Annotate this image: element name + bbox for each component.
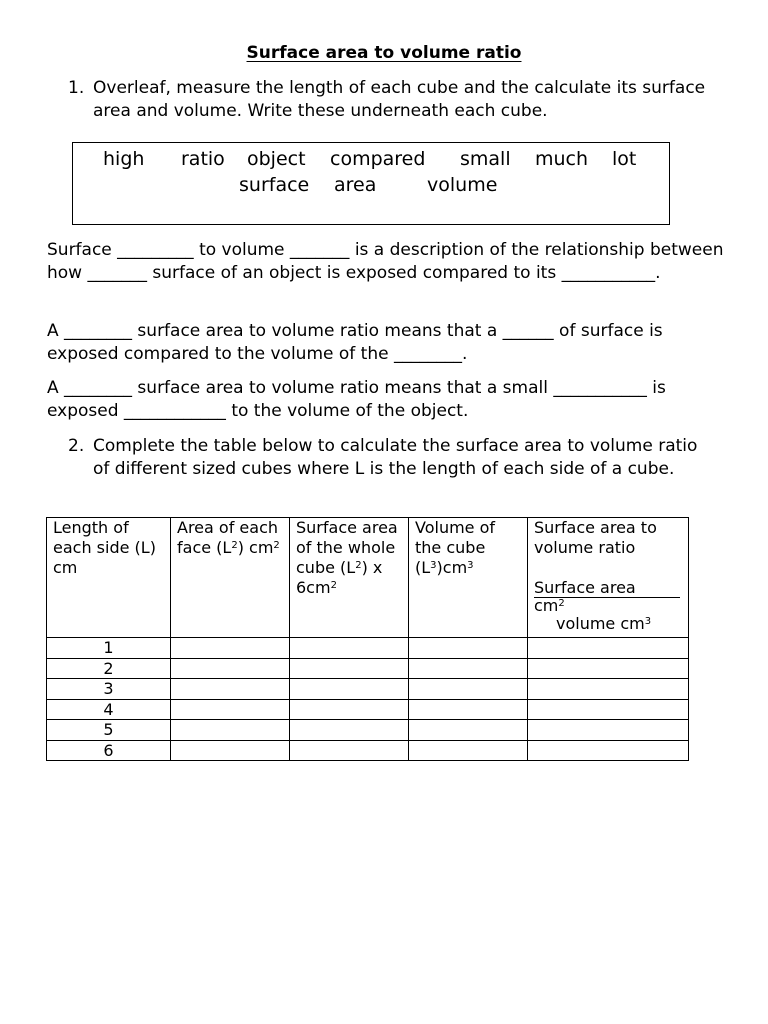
answer-cell[interactable] bbox=[171, 720, 290, 741]
word-bank-word: ratio bbox=[181, 148, 225, 170]
word-bank-word: high bbox=[103, 148, 145, 170]
table-row bbox=[47, 638, 689, 659]
table-row bbox=[47, 658, 689, 679]
question-2-text: Complete the table below to calculate the surface area to volume ratio of different sized cubes where L is the length of each side of a cube. bbox=[93, 436, 698, 479]
fraction-denominator: volume $cm^3$ bbox=[556, 614, 652, 633]
answer-cell[interactable] bbox=[528, 658, 689, 679]
word-bank bbox=[72, 142, 670, 225]
answer-cell[interactable] bbox=[290, 720, 409, 741]
answer-cell[interactable] bbox=[409, 699, 528, 720]
word-bank-word: lot bbox=[612, 148, 637, 170]
table-row bbox=[47, 699, 689, 720]
length-cell: 6 bbox=[47, 740, 171, 761]
word-bank-word: surface bbox=[239, 174, 310, 196]
table-row bbox=[47, 740, 689, 761]
fraction-numerator: Surface area bbox=[534, 578, 680, 598]
table-row bbox=[47, 679, 689, 700]
answer-cell[interactable] bbox=[409, 638, 528, 659]
word-bank-word: object bbox=[247, 148, 306, 170]
table-header-row bbox=[47, 518, 689, 638]
table-row bbox=[47, 720, 689, 741]
answer-cell[interactable] bbox=[528, 679, 689, 700]
answer-cell[interactable] bbox=[290, 740, 409, 761]
question-1 bbox=[68, 77, 708, 123]
answer-cell[interactable] bbox=[528, 699, 689, 720]
word-bank-word: area bbox=[334, 174, 377, 196]
question-2-number: 2. bbox=[68, 436, 85, 456]
length-cell: 1 bbox=[47, 638, 171, 659]
length-cell: 4 bbox=[47, 699, 171, 720]
word-bank-word: compared bbox=[330, 148, 426, 170]
answer-cell[interactable] bbox=[290, 679, 409, 700]
fraction-numerator-unit: $cm^2$ bbox=[534, 596, 565, 615]
header-length: Length of each side (L) cm bbox=[47, 518, 171, 638]
header-volume: Volume of the cube $(L^3)cm^3$ bbox=[409, 518, 528, 638]
answer-cell[interactable] bbox=[290, 638, 409, 659]
answer-cell[interactable] bbox=[290, 658, 409, 679]
word-bank-word: much bbox=[535, 148, 589, 170]
header-ratio: Surface area to volume ratio Surface area $cm^2$ volume $cm^3$ bbox=[528, 518, 689, 638]
page-title: Surface area to volume ratio bbox=[246, 43, 522, 63]
header-face-area: Area of each face $(L^2)$ $cm^2$ bbox=[171, 518, 290, 638]
ratio-table bbox=[46, 517, 689, 761]
length-cell: 3 bbox=[47, 679, 171, 700]
question-1-text: Overleaf, measure the length of each cube and the calculate its surface area and volume. Write these underneath each cube. bbox=[93, 78, 706, 121]
answer-cell[interactable] bbox=[528, 720, 689, 741]
answer-cell[interactable] bbox=[171, 658, 290, 679]
answer-cell[interactable] bbox=[290, 699, 409, 720]
length-cell: 2 bbox=[47, 658, 171, 679]
answer-cell[interactable] bbox=[171, 679, 290, 700]
header-surface-area: Surface area of the whole cube $(L^2)$ x $6cm^2$ bbox=[290, 518, 409, 638]
fill-in-paragraph-3: A ________ surface area to volume ratio means that a small ___________ is exposed ____________ to the volume of the object. bbox=[47, 378, 666, 421]
length-cell: 5 bbox=[47, 720, 171, 741]
answer-cell[interactable] bbox=[409, 720, 528, 741]
question-2 bbox=[68, 435, 708, 481]
answer-cell[interactable] bbox=[409, 679, 528, 700]
answer-cell[interactable] bbox=[528, 740, 689, 761]
word-bank-word: small bbox=[460, 148, 511, 170]
answer-cell[interactable] bbox=[171, 699, 290, 720]
word-bank-word: volume bbox=[427, 174, 498, 196]
answer-cell[interactable] bbox=[528, 638, 689, 659]
fill-in-paragraph-1: Surface _________ to volume _______ is a description of the relationship between how _______ surface of an object is exposed compared to its ___________. bbox=[47, 240, 724, 283]
fill-in-paragraph-2: A ________ surface area to volume ratio means that a ______ of surface is exposed compared to the volume of the ________. bbox=[47, 321, 663, 364]
answer-cell[interactable] bbox=[409, 658, 528, 679]
answer-cell[interactable] bbox=[171, 638, 290, 659]
question-1-number: 1. bbox=[68, 78, 85, 98]
answer-cell[interactable] bbox=[409, 740, 528, 761]
answer-cell[interactable] bbox=[171, 740, 290, 761]
